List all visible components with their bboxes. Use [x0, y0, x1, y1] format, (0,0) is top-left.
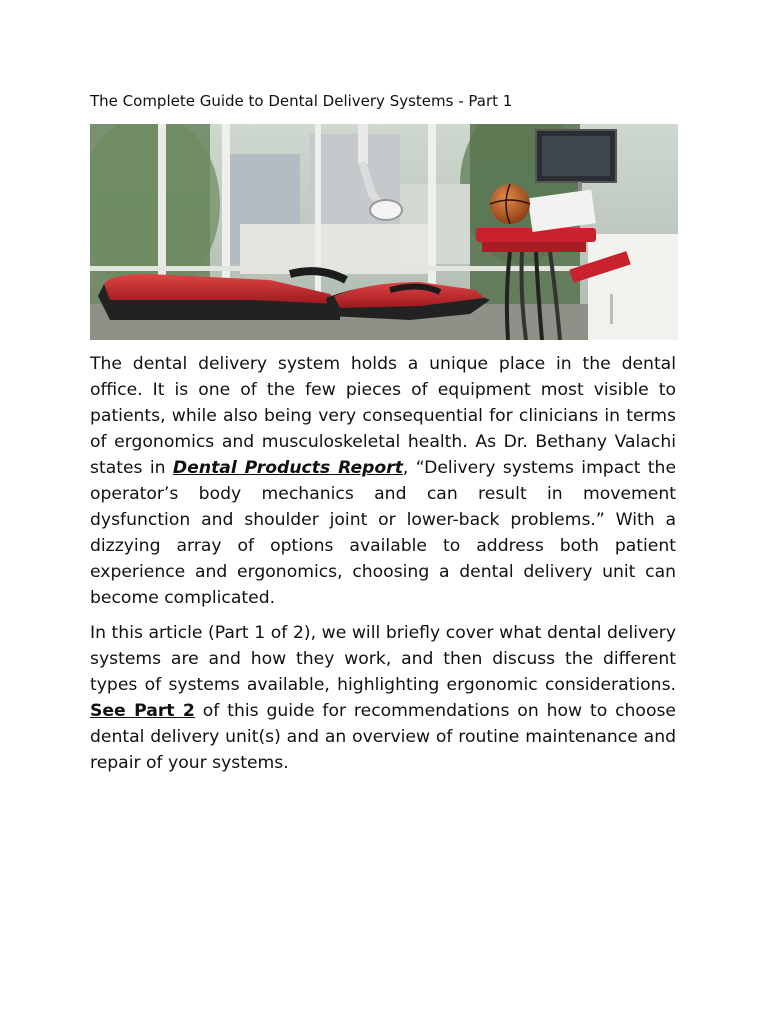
document-title: The Complete Guide to Dental Delivery Systems - Part 1 [90, 92, 513, 110]
intro-text-end: , “Delivery systems impact the operator’s body mechanics and can result in movement dysfunction and shoulder joint or lower-back problems.” With a dizzying array of options available to address both patient experience and ergonomics, choosing a dental delivery unit can become complicated. [90, 458, 677, 608]
dental-products-report-link[interactable]: Dental Products Report [172, 458, 403, 478]
see-part-2-link[interactable]: See Part 2 [90, 701, 195, 721]
dental-operatory-photo [90, 124, 678, 340]
overview-text-end: of this guide for recommendations on how to choose dental delivery unit(s) and an overview of routine maintenance and repair of your systems. [90, 701, 676, 773]
overview-paragraph [90, 620, 676, 776]
intro-text-start: The dental delivery system holds a unique place in the dental office. It is one of the few pieces of equipment most visible to patients, while also being very consequential for clinicians in terms of ergonomics and musculoskeletal health. As Dr. Bethany Valachi states in [90, 354, 676, 478]
overview-text-start: In this article (Part 1 of 2), we will briefly cover what dental delivery systems are and how they work, and then discuss the different types of systems available, highlighting ergonomic considerations. [90, 623, 676, 695]
intro-paragraph [90, 351, 676, 611]
